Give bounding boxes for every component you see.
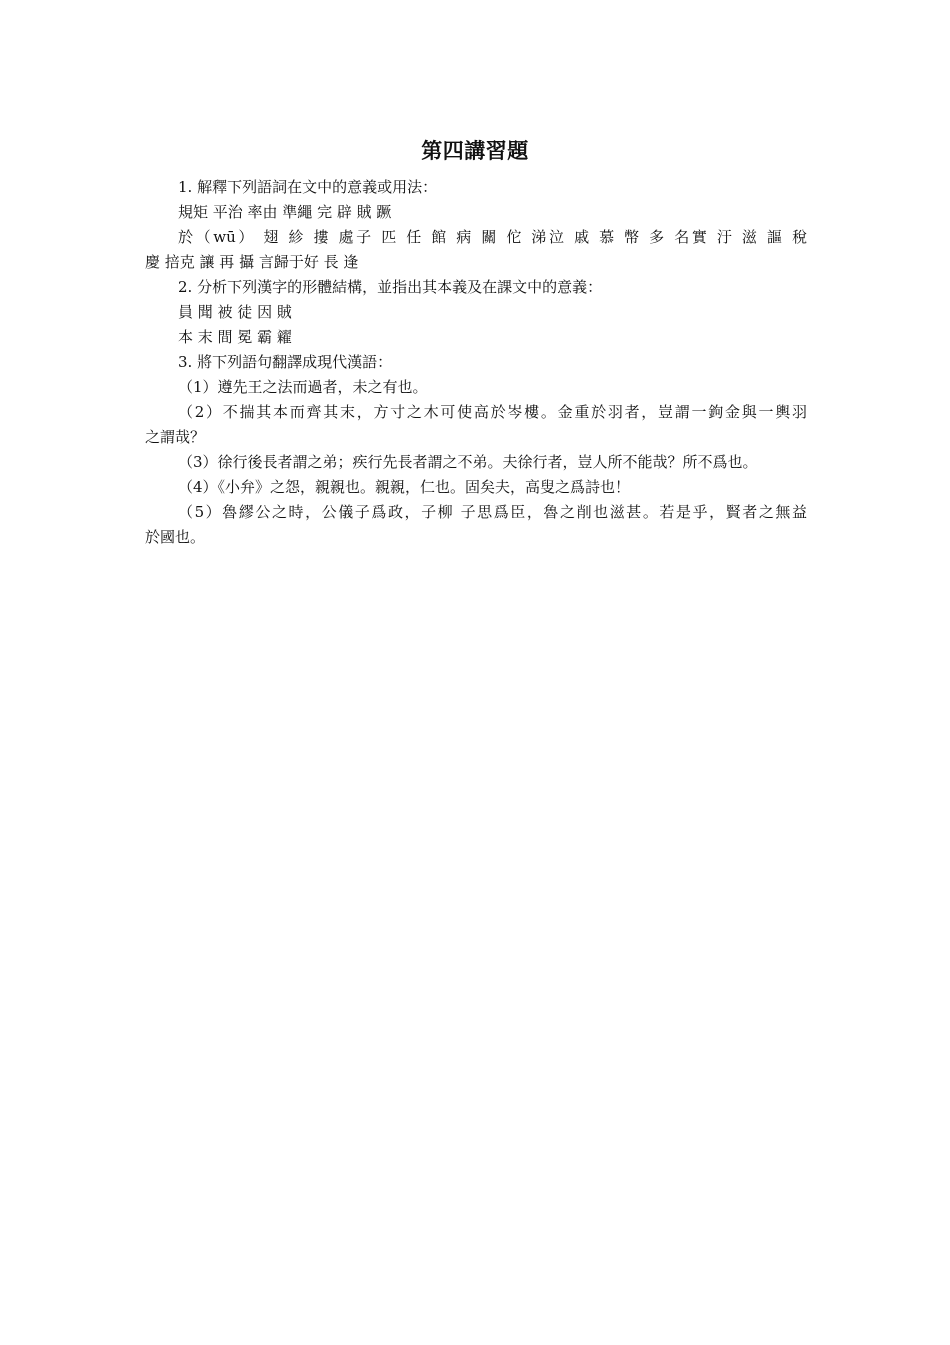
exercise-1-terms-line-3: 慶 掊克 讓 再 攝 言歸于好 長 逢 <box>145 253 359 271</box>
page-title: 第四講習題 <box>421 139 529 163</box>
translation-item-1: （1）遵先王之法而過者，未之有也。 <box>178 378 428 396</box>
exercise-2-chars-line-1: 員 聞 被 徒 因 賊 <box>178 303 292 321</box>
exercise-2-chars-line-2: 本 末 間 冕 霸 糴 <box>178 328 292 346</box>
exercise-1-terms-line-1: 規矩 平治 率由 準繩 完 辟 賊 蹶 <box>178 203 392 221</box>
translation-item-5-cont: 於國也。 <box>145 528 206 546</box>
translation-item-3: （3）徐行後長者謂之弟；疾行先長者謂之不弟。夫徐行者，豈人所不能哉？所不爲也。 <box>178 453 758 471</box>
exercise-2-heading: 2. 分析下列漢字的形體結構，並指出其本義及在課文中的意義： <box>178 278 603 296</box>
exercise-1-terms-line-2: 於（wū） 翅 紾 摟 處子 匹 任 館 病 關 佗 涕泣 戚 慕 幣 多 名實 汙 滋 謳 稅 <box>178 228 807 246</box>
translation-item-2-cont: 之謂哉？ <box>145 428 206 446</box>
exercise-body <box>145 175 807 550</box>
translation-item-2: （2）不揣其本而齊其末，方寸之木可使高於岑樓。金重於羽者，豈謂一鉤金與一輿羽 <box>178 403 807 421</box>
exercise-1-heading: 1. 解釋下列語詞在文中的意義或用法： <box>178 178 438 196</box>
exercise-3-heading: 3. 將下列語句翻譯成現代漢語： <box>178 353 393 371</box>
translation-item-5: （5）魯繆公之時，公儀子爲政，子柳 子思爲臣，魯之削也滋甚。若是乎，賢者之無益 <box>178 503 807 521</box>
translation-item-4: （4）《小弁》之怨，親親也。親親，仁也。固矣夫，高叟之爲詩也！ <box>178 478 631 496</box>
